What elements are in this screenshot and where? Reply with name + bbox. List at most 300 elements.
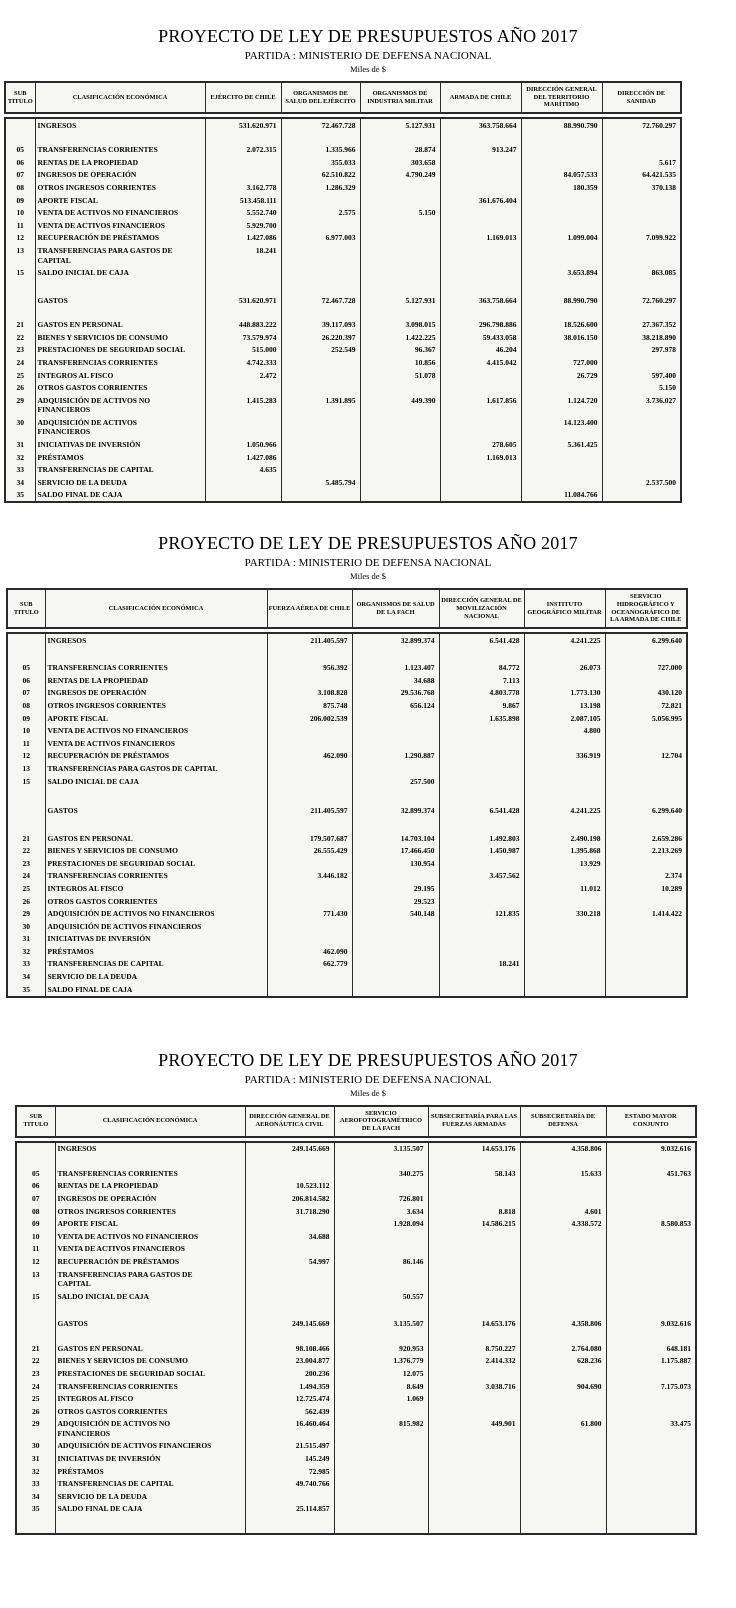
value-cell: 130.954 (352, 857, 439, 870)
spacer-cell (205, 132, 281, 144)
spacer-cell (5, 279, 35, 294)
value-cell: 913.247 (440, 144, 521, 157)
table-row (5, 476, 681, 489)
table-row (7, 712, 687, 725)
classification-label: OTROS GASTOS CORRIENTES (37, 383, 148, 393)
value-cell: 58.143 (428, 1167, 520, 1180)
table-header (15, 1105, 697, 1138)
subtitle-cell: 24 (16, 357, 24, 367)
value-cell: 14.653.176 (428, 1318, 520, 1331)
value-cell (281, 438, 360, 451)
value-cell: 54.997 (245, 1255, 334, 1268)
value-cell: 15.633 (520, 1167, 606, 1180)
value-cell (524, 970, 605, 983)
value-cell: 14.703.104 (352, 832, 439, 845)
label-cell (35, 244, 205, 266)
label-cell (55, 1393, 245, 1406)
label-cell (35, 394, 205, 416)
label-cell (55, 1440, 245, 1453)
subtitle-cell: 30 (32, 1441, 40, 1451)
subtitle-cell: 07 (16, 170, 24, 180)
classification-label: PRÉSTAMOS (47, 946, 94, 956)
value-cell (428, 1367, 520, 1380)
column-header-clasificacion: CLASIFICACIÓN ECONÓMICA (55, 1106, 245, 1137)
value-cell: 1.395.868 (524, 845, 605, 858)
value-cell: 303.658 (360, 156, 440, 169)
classification-label: APORTE FISCAL (37, 195, 98, 205)
classification-label: OTROS GASTOS CORRIENTES (57, 1406, 168, 1416)
subtitle-cell: 26 (32, 1406, 40, 1416)
spacer-cell (245, 1155, 334, 1167)
label-cell (55, 1418, 245, 1440)
classification-label: OTROS INGRESOS CORRIENTES (57, 1206, 176, 1216)
subtitle-cell: 31 (32, 1454, 40, 1464)
value-cell: 1.050.966 (205, 438, 281, 451)
page-subtitle: PARTIDA : MINISTERIO DE DEFENSA NACIONAL (244, 1073, 492, 1086)
value-cell (605, 857, 687, 870)
subtitle-cell: 34 (22, 972, 30, 982)
value-cell: 9.032.616 (606, 1318, 696, 1331)
value-cell (281, 451, 360, 464)
column-header-subtitulo: SUB TITULO (13, 601, 39, 616)
table-row (7, 958, 687, 971)
classification-label: SALDO INICIAL DE CAJA (47, 776, 139, 786)
classification-label: SALDO FINAL DE CAJA (57, 1504, 143, 1514)
value-cell (440, 369, 521, 382)
value-cell: 1.928.094 (334, 1218, 428, 1231)
value-cell: 249.145.669 (245, 1318, 334, 1331)
label-cell (45, 662, 267, 675)
subtitle-cell: 33 (22, 959, 30, 969)
budget-sheet-3 (0, 1050, 736, 1536)
value-cell: 23.004.877 (245, 1355, 334, 1368)
table-row (5, 194, 681, 207)
budget-sheet-1 (0, 26, 736, 503)
value-cell (520, 1393, 606, 1406)
label-cell (55, 1355, 245, 1368)
spacer-cell (606, 1330, 696, 1342)
value-cell (602, 416, 681, 438)
value-cell: 27.367.352 (602, 319, 681, 332)
value-cell (267, 674, 352, 687)
value-cell (524, 933, 605, 946)
label-cell (55, 1290, 245, 1303)
table-row (7, 687, 687, 700)
label-cell (35, 207, 205, 220)
value-cell (524, 775, 605, 788)
spacer-row (16, 1515, 696, 1534)
classification-label: TRANSFERENCIAS PARA GASTOS DE CAPITAL (47, 763, 218, 773)
value-cell (360, 194, 440, 207)
subtitle-cell: 32 (22, 946, 30, 956)
value-cell (205, 156, 281, 169)
classification-label: TRANSFERENCIAS CORRIENTES (47, 663, 168, 673)
value-cell (440, 244, 521, 266)
value-cell (352, 725, 439, 738)
table-row (5, 169, 681, 182)
subtitle-cell: 09 (22, 713, 30, 723)
value-cell (440, 181, 521, 194)
classification-label: PRÉSTAMOS (37, 452, 84, 462)
classification-label: INGRESOS (57, 1144, 97, 1154)
label-cell (45, 895, 267, 908)
label-cell (55, 1218, 245, 1231)
table-row (16, 1478, 696, 1491)
value-cell: 1.169.013 (440, 232, 521, 245)
value-cell (428, 1255, 520, 1268)
value-cell (428, 1393, 520, 1406)
value-cell (334, 1180, 428, 1193)
table-row (16, 1342, 696, 1355)
value-cell (360, 451, 440, 464)
value-cell: 451.763 (606, 1167, 696, 1180)
value-cell (440, 489, 521, 503)
value-cell: 597.400 (602, 369, 681, 382)
table-row (5, 382, 681, 395)
value-cell (440, 416, 521, 438)
value-cell (205, 476, 281, 489)
spacer-cell (7, 817, 45, 832)
label-cell (55, 1192, 245, 1205)
value-cell (606, 1180, 696, 1193)
value-cell (439, 857, 524, 870)
value-cell (440, 266, 521, 279)
label-cell (45, 870, 267, 883)
spacer-cell (267, 647, 352, 662)
value-cell (520, 1192, 606, 1205)
classification-label: TRANSFERENCIAS DE CAPITAL (37, 465, 154, 475)
label-cell (35, 464, 205, 477)
value-cell (267, 857, 352, 870)
value-cell: 1.335.966 (281, 144, 360, 157)
value-cell (428, 1243, 520, 1256)
value-cell (267, 762, 352, 775)
value-cell: 1.427.086 (205, 232, 281, 245)
value-cell: 5.056.995 (605, 712, 687, 725)
column-header-institution: ORGANISMOS DE INDUSTRIA MILITAR (360, 82, 440, 113)
subtitle-cell: 23 (22, 858, 30, 868)
unit-label: Miles de $ (350, 64, 386, 74)
value-cell (334, 1478, 428, 1491)
value-cell (439, 737, 524, 750)
value-cell (439, 983, 524, 997)
value-cell: 59.433.058 (440, 331, 521, 344)
value-cell: 50.557 (334, 1290, 428, 1303)
label-cell (45, 845, 267, 858)
value-cell (521, 207, 602, 220)
spacer-cell (520, 1303, 606, 1318)
table-row (5, 232, 681, 245)
subtitle-cell: 26 (16, 383, 24, 393)
value-cell: 46.204 (440, 344, 521, 357)
value-cell (352, 970, 439, 983)
spacer-row (16, 1303, 696, 1318)
label-cell (35, 438, 205, 451)
table-header (4, 81, 682, 114)
value-cell (605, 775, 687, 788)
spacer-cell (55, 1515, 245, 1534)
value-cell (606, 1440, 696, 1453)
value-cell (439, 775, 524, 788)
value-cell: 2.213.269 (605, 845, 687, 858)
value-cell: 430.120 (605, 687, 687, 700)
value-cell (281, 464, 360, 477)
value-cell (439, 725, 524, 738)
value-cell: 448.883.222 (205, 319, 281, 332)
value-cell (606, 1367, 696, 1380)
value-cell: 4.803.778 (439, 687, 524, 700)
value-cell (439, 762, 524, 775)
label-cell (45, 750, 267, 763)
value-cell (524, 870, 605, 883)
classification-label: TRANSFERENCIAS CORRIENTES (37, 145, 158, 155)
value-cell (606, 1393, 696, 1406)
value-cell: 2.575 (281, 207, 360, 220)
value-cell: 513.458.111 (205, 194, 281, 207)
label-cell (45, 687, 267, 700)
table-row (7, 882, 687, 895)
spacer-cell (602, 307, 681, 319)
value-cell: 26.555.429 (267, 845, 352, 858)
subtitle-cell: 08 (32, 1206, 40, 1216)
subtitle-cell: 07 (32, 1194, 40, 1204)
spacer-cell (55, 1155, 245, 1167)
classification-label: VENTA DE ACTIVOS FINANCIEROS (57, 1244, 185, 1254)
spacer-cell (602, 132, 681, 144)
value-cell (245, 1218, 334, 1231)
spacer-cell (352, 817, 439, 832)
value-cell (521, 156, 602, 169)
value-cell (334, 1440, 428, 1453)
classification-label: TRANSFERENCIAS CORRIENTES (57, 1381, 178, 1391)
label-cell (45, 699, 267, 712)
subtitle-cell: 15 (22, 776, 30, 786)
value-cell (602, 451, 681, 464)
label-cell (35, 451, 205, 464)
value-cell (281, 416, 360, 438)
value-cell (605, 920, 687, 933)
value-cell (520, 1180, 606, 1193)
subtitle-cell: 31 (22, 934, 30, 944)
value-cell (520, 1490, 606, 1503)
value-cell (205, 266, 281, 279)
value-cell: 206.002.539 (267, 712, 352, 725)
value-cell: 956.392 (267, 662, 352, 675)
value-cell: 5.361.425 (521, 438, 602, 451)
value-cell: 1.169.013 (440, 451, 521, 464)
value-cell (606, 1230, 696, 1243)
value-cell (281, 369, 360, 382)
value-cell: 904.690 (520, 1380, 606, 1393)
value-cell: 72.467.728 (281, 294, 360, 307)
classification-label: SALDO INICIAL DE CAJA (37, 268, 129, 278)
spacer-cell (7, 647, 45, 662)
classification-label: INGRESOS (37, 120, 77, 130)
subtitle-cell: 06 (16, 157, 24, 167)
classification-label: INGRESOS DE OPERACIÓN (57, 1194, 157, 1204)
label-cell (55, 1205, 245, 1218)
spacer-cell (521, 307, 602, 319)
table-row (5, 356, 681, 369)
value-cell: 145.249 (245, 1452, 334, 1465)
value-cell (602, 464, 681, 477)
spacer-cell (267, 788, 352, 805)
value-cell (602, 207, 681, 220)
subtitle-cell: 11 (16, 220, 24, 230)
table-row (7, 762, 687, 775)
value-cell: 10.523.112 (245, 1180, 334, 1193)
value-cell (267, 970, 352, 983)
table-row (5, 438, 681, 451)
spacer-cell (524, 817, 605, 832)
value-cell (439, 933, 524, 946)
value-cell: 5.150 (360, 207, 440, 220)
value-cell: 13.198 (524, 699, 605, 712)
subtitle-cell: 21 (16, 320, 24, 330)
value-cell: 4.338.572 (520, 1218, 606, 1231)
spacer-cell (439, 647, 524, 662)
value-cell: 3.653.894 (521, 266, 602, 279)
value-cell: 3.135.507 (334, 1318, 428, 1331)
value-cell (439, 895, 524, 908)
value-cell: 61.800 (520, 1418, 606, 1440)
spacer-cell (605, 817, 687, 832)
spacer-row (7, 817, 687, 832)
value-cell: 3.162.778 (205, 181, 281, 194)
value-cell (605, 737, 687, 750)
value-cell (334, 1243, 428, 1256)
spacer-row (16, 1330, 696, 1342)
value-cell (521, 382, 602, 395)
value-cell: 1.175.887 (606, 1355, 696, 1368)
spacer-cell (267, 817, 352, 832)
classification-label: GASTOS EN PERSONAL (57, 1343, 143, 1353)
classification-label: RECUPERACIÓN DE PRÉSTAMOS (47, 751, 170, 761)
value-cell (281, 489, 360, 503)
value-cell (352, 737, 439, 750)
page-title: PROYECTO DE LEY DE PRESUPUESTOS AÑO 2017 (158, 533, 578, 554)
value-cell (520, 1255, 606, 1268)
value-cell: 5.127.931 (360, 118, 440, 132)
subtitle-cell: 15 (32, 1291, 40, 1301)
table-row (16, 1243, 696, 1256)
value-cell: 531.620.971 (205, 118, 281, 132)
value-cell (602, 244, 681, 266)
column-header-institution: DIRECCIÓN GENERAL DE AERONÁUTICA CIVIL (245, 1106, 334, 1137)
value-cell (439, 970, 524, 983)
value-cell: 11.012 (524, 882, 605, 895)
page-subtitle: PARTIDA : MINISTERIO DE DEFENSA NACIONAL (244, 50, 492, 62)
label-cell (45, 674, 267, 687)
value-cell: 361.676.404 (440, 194, 521, 207)
value-cell (439, 920, 524, 933)
value-cell (245, 1490, 334, 1503)
value-cell (352, 762, 439, 775)
table-row (16, 1405, 696, 1418)
total-row (16, 1142, 696, 1156)
label-cell (45, 633, 267, 647)
value-cell (605, 895, 687, 908)
value-cell: 26.073 (524, 662, 605, 675)
value-cell: 6.299.640 (605, 633, 687, 647)
classification-label: BIENES Y SERVICIOS DE CONSUMO (47, 846, 178, 856)
table-row (5, 344, 681, 357)
classification-label: ADQUISICIÓN DE ACTIVOS NO FINANCIEROS (47, 909, 215, 919)
total-row (7, 805, 687, 818)
value-cell: 3.135.507 (334, 1142, 428, 1156)
spacer-cell (360, 279, 440, 294)
label-cell (35, 416, 205, 438)
value-cell (360, 476, 440, 489)
spacer-cell (520, 1515, 606, 1534)
classification-label: GASTOS EN PERSONAL (47, 833, 133, 843)
classification-label: APORTE FISCAL (47, 713, 108, 723)
value-cell (521, 144, 602, 157)
column-header-institution: SUBSECRETARÍA DE DEFENSA (520, 1106, 606, 1137)
table-row (7, 895, 687, 908)
value-cell (521, 244, 602, 266)
value-cell (281, 194, 360, 207)
spacer-cell (205, 307, 281, 319)
table-row (16, 1393, 696, 1406)
column-header-institution: DIRECCIÓN DE SANIDAD (602, 82, 681, 113)
classification-label: VENTA DE ACTIVOS FINANCIEROS (37, 220, 165, 230)
value-cell: 88.990.790 (521, 118, 602, 132)
classification-label: VENTA DE ACTIVOS FINANCIEROS (47, 738, 175, 748)
value-cell: 2.087.105 (524, 712, 605, 725)
label-cell (35, 144, 205, 157)
classification-label: BIENES Y SERVICIOS DE CONSUMO (37, 332, 168, 342)
table-row (16, 1218, 696, 1231)
value-cell: 1.286.329 (281, 181, 360, 194)
value-cell: 17.466.450 (352, 845, 439, 858)
classification-label: GASTOS EN PERSONAL (37, 320, 123, 330)
spacer-cell (360, 132, 440, 144)
value-cell: 16.460.464 (245, 1418, 334, 1440)
value-cell (520, 1503, 606, 1516)
label-cell (45, 933, 267, 946)
value-cell (360, 416, 440, 438)
subtitle-cell: 05 (22, 663, 30, 673)
subtitle-cell: 11 (32, 1244, 40, 1254)
label-cell (45, 762, 267, 775)
spacer-cell (16, 1330, 55, 1342)
spacer-cell (334, 1303, 428, 1318)
table-row (7, 857, 687, 870)
spacer-row (5, 307, 681, 319)
subtitle-cell: 31 (16, 440, 24, 450)
label-cell (35, 194, 205, 207)
classification-label: INICIATIVAS DE INVERSIÓN (37, 440, 141, 450)
table-row (7, 725, 687, 738)
value-cell (520, 1478, 606, 1491)
classification-label: ADQUISICIÓN DE ACTIVOS NO FINANCIEROS (57, 1419, 171, 1438)
spacer-cell (602, 279, 681, 294)
value-cell: 2.472 (205, 369, 281, 382)
subtitle-cell: 25 (16, 370, 24, 380)
value-cell (606, 1268, 696, 1290)
table-row (16, 1503, 696, 1516)
classification-label: RECUPERACIÓN DE PRÉSTAMOS (37, 233, 160, 243)
value-cell: 1.494.359 (245, 1380, 334, 1393)
value-cell: 815.982 (334, 1418, 428, 1440)
label-cell (45, 775, 267, 788)
value-cell (360, 181, 440, 194)
label-cell (45, 958, 267, 971)
value-cell: 4.635 (205, 464, 281, 477)
subtitle-cell: 13 (22, 763, 30, 773)
value-cell (602, 438, 681, 451)
